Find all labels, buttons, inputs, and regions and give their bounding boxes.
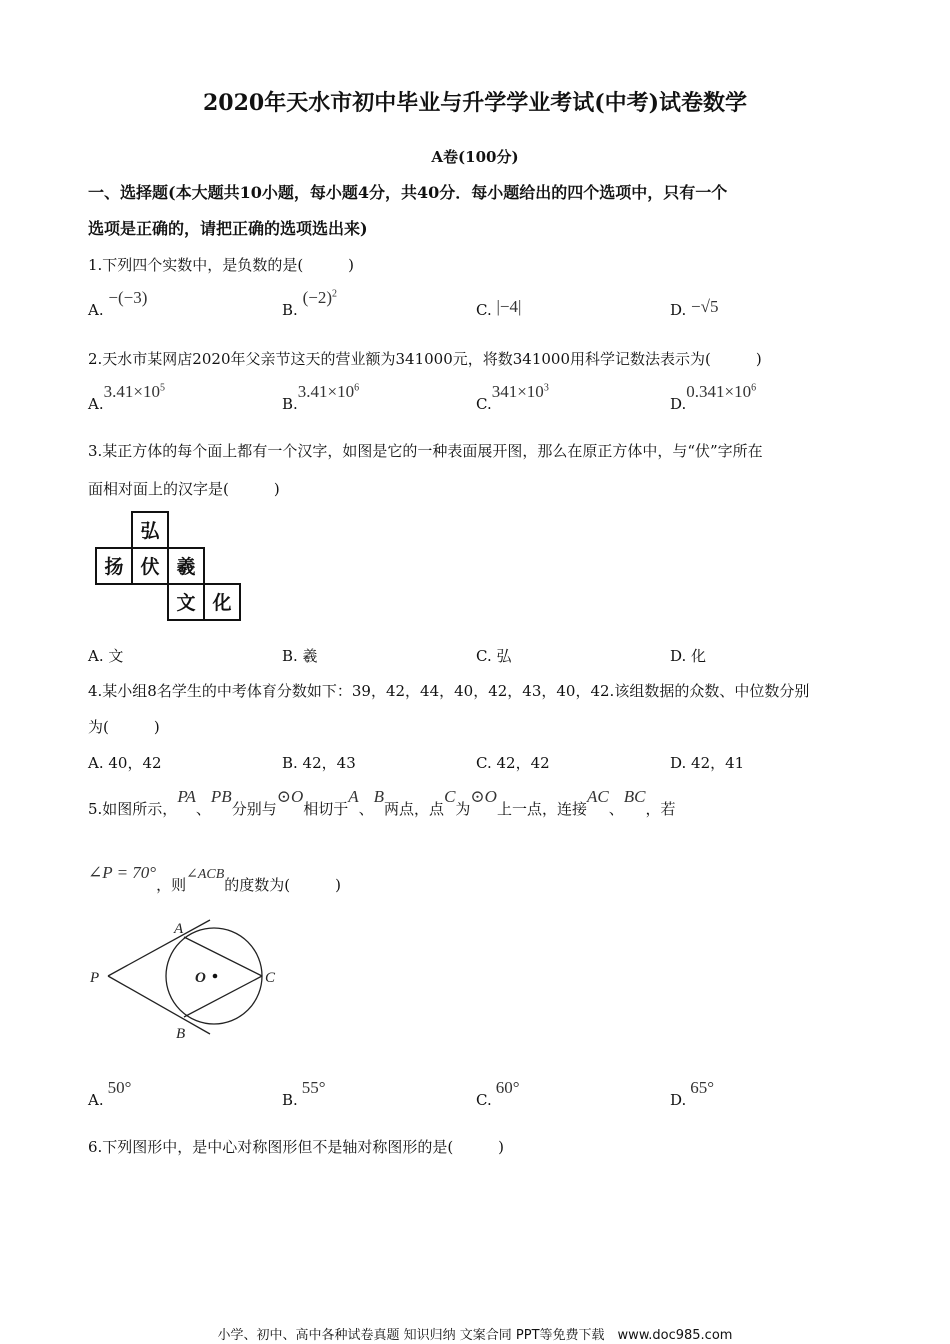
- q3-option-c: C. 弘: [476, 647, 512, 665]
- page-footer-banner: 小学、初中、高中各种试卷真题 知识归纳 文案合同 PPT等免费下载 www.doc985.com: [217, 1328, 733, 1343]
- q5-option-b: B.55°: [282, 1078, 326, 1109]
- q2-stem: 2.天水市某网店2020年父亲节这天的营业额为341000元，将数341000用科学记数法表示为( ): [88, 350, 762, 368]
- net-char-bottom2: 化: [212, 592, 232, 614]
- q4-option-a: A. 40，42: [88, 754, 162, 772]
- net-char-left: 扬: [104, 556, 124, 578]
- q1-option-d: D. −√5: [670, 297, 719, 319]
- label-p: P: [90, 970, 100, 986]
- q2-option-c: $C.341\times 10^3$: [476, 382, 549, 413]
- q1-stem: 1.下列四个实数中，是负数的是( ): [88, 256, 355, 274]
- q3-stem-line1: 3.某正方体的每个面上都有一个汉字，如图是它的一种表面展开图，那么在原正方体中，与“伏”字所在: [88, 442, 763, 460]
- q5-option-c: C.60°: [476, 1078, 520, 1109]
- tangent-circle-figure: [86, 918, 286, 1044]
- section-heading-line2: 选项是正确的，请把正确的选项选出来): [88, 219, 368, 238]
- q5-stem-line2: ∠P = 70°，则∠ACB的度数为( ): [88, 863, 341, 894]
- label-o: O: [195, 970, 206, 986]
- q4-option-b: B. 42，43: [282, 754, 356, 772]
- net-char-right: 羲: [176, 556, 196, 578]
- section-heading-line1: 一、选择题(本大题共10小题，每小题4分，共40分．每小题给出的四个选项中，只有一个: [88, 183, 728, 202]
- label-a: A: [174, 921, 184, 937]
- q2-option-d: $D.0.341\times 10^6$: [670, 382, 757, 413]
- q3-option-b: B. 羲: [282, 647, 318, 665]
- q1-option-a: A. −(−3): [88, 288, 148, 319]
- center-point-o: [213, 974, 218, 979]
- q3-option-a: A. 文: [88, 647, 124, 665]
- q5-stem-line1: 5.如图所示，PA、PB分别与⊙O相切于A、B两点，点C为⊙O上一点，连接AC、BC，若: [88, 787, 676, 818]
- q3-stem-line2: 面相对面上的汉字是( ): [88, 480, 280, 498]
- q5-option-a: A.50°: [88, 1078, 132, 1109]
- net-char-center: 伏: [140, 556, 160, 578]
- q4-stem-line2: 为( ): [88, 718, 160, 736]
- q5-option-d: D.65°: [670, 1078, 715, 1109]
- label-c: C: [265, 970, 276, 986]
- net-char-top: 弘: [140, 520, 160, 542]
- paper-part-heading: A卷(100分): [431, 148, 519, 166]
- q3-option-d: D. 化: [670, 647, 707, 665]
- page-title: 2020年天水市初中毕业与升学学业考试(中考)试卷数学: [202, 90, 748, 116]
- q4-option-c: C. 42，42: [476, 754, 550, 772]
- q1-option-c: C. |−4|: [476, 297, 522, 319]
- q2-option-b: $B.3.41\times 10^6$: [282, 382, 360, 413]
- q2-option-a: $A.3.41\times 10^5$: [88, 382, 165, 413]
- tangent-line-pa: [108, 920, 210, 976]
- cube-net-figure: [94, 509, 242, 623]
- net-char-bottom1: 文: [176, 592, 196, 614]
- q4-option-d: D. 42，41: [670, 754, 745, 772]
- q4-stem-line1: 4.某小组8名学生的中考体育分数如下：39，42，44，40，42，43，40，42.该组数据的众数、中位数分别: [88, 682, 810, 700]
- q1-option-b: B. $(-2)^2$: [282, 288, 337, 319]
- label-b: B: [176, 1026, 186, 1042]
- q6-stem: 6.下列图形中，是中心对称图形但不是轴对称图形的是( ): [88, 1138, 505, 1156]
